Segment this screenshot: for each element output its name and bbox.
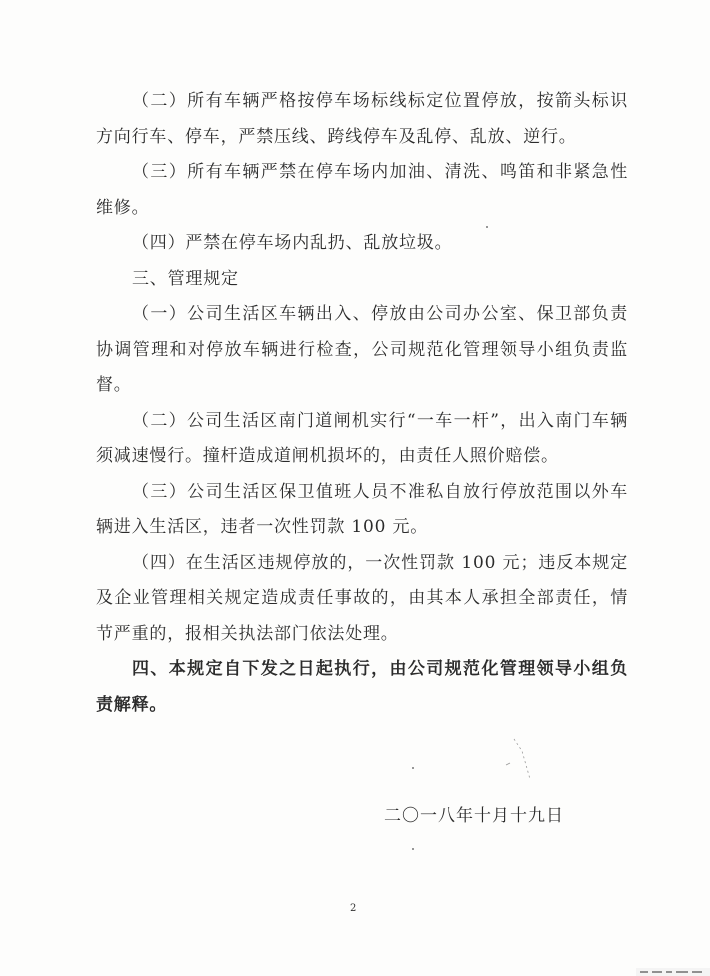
document-date: 二〇一八年十月十九日: [384, 806, 564, 826]
paragraph-no-refuel-wash-honk: （三）所有车辆严禁在停车场内加油、清洗、鸣笛和非紧急性维修。: [96, 162, 628, 218]
scan-edge-artifact: [636, 960, 710, 976]
page-number: 2: [350, 903, 357, 914]
paragraph-violation-penalty: （四）在生活区违规停放的，一次性罚款 100 元；违反本规定及企业管理相关规定造成责任事故的，由其本人承担全部责任，情节严重的，报相关执法部门依法处理。: [96, 552, 628, 644]
scan-speck: [412, 767, 414, 769]
scan-speck: [412, 848, 414, 850]
document-body: [96, 84, 628, 723]
section-effective-date-clause: 四、本规定自下发之日起执行，由公司规范化管理领导小组负责解释。: [96, 659, 628, 715]
paragraph-south-gate-barrier: （二）公司生活区南门道闸机实行“一车一杆”，出入南门车辆须减速慢行。撞杆造成道闸机损坏的，由责任人照价赔偿。: [96, 410, 628, 466]
scan-speck: [486, 226, 488, 228]
section-heading-management-rules: 三、管理规定: [132, 268, 239, 289]
paragraph-management-responsibility: （一）公司生活区车辆出入、停放由公司办公室、保卫部负责协调管理和对停放车辆进行检查，公司规范化管理领导小组负责监督。: [96, 304, 628, 395]
paragraph-guard-duty-penalty: （三）公司生活区保卫值班人员不准私自放行停放范围以外车辆进入生活区，违者一次性罚款 100 元。: [96, 481, 628, 537]
paragraph-parking-position-rules: （二）所有车辆严格按停车场标线标定位置停放，按箭头标识方向行车、停车，严禁压线、跨线停车及乱停、乱放、逆行。: [96, 91, 628, 147]
faint-seal-trace: [500, 735, 540, 795]
paragraph-no-littering: （四）严禁在停车场内乱扔、乱放垃圾。: [132, 233, 453, 253]
